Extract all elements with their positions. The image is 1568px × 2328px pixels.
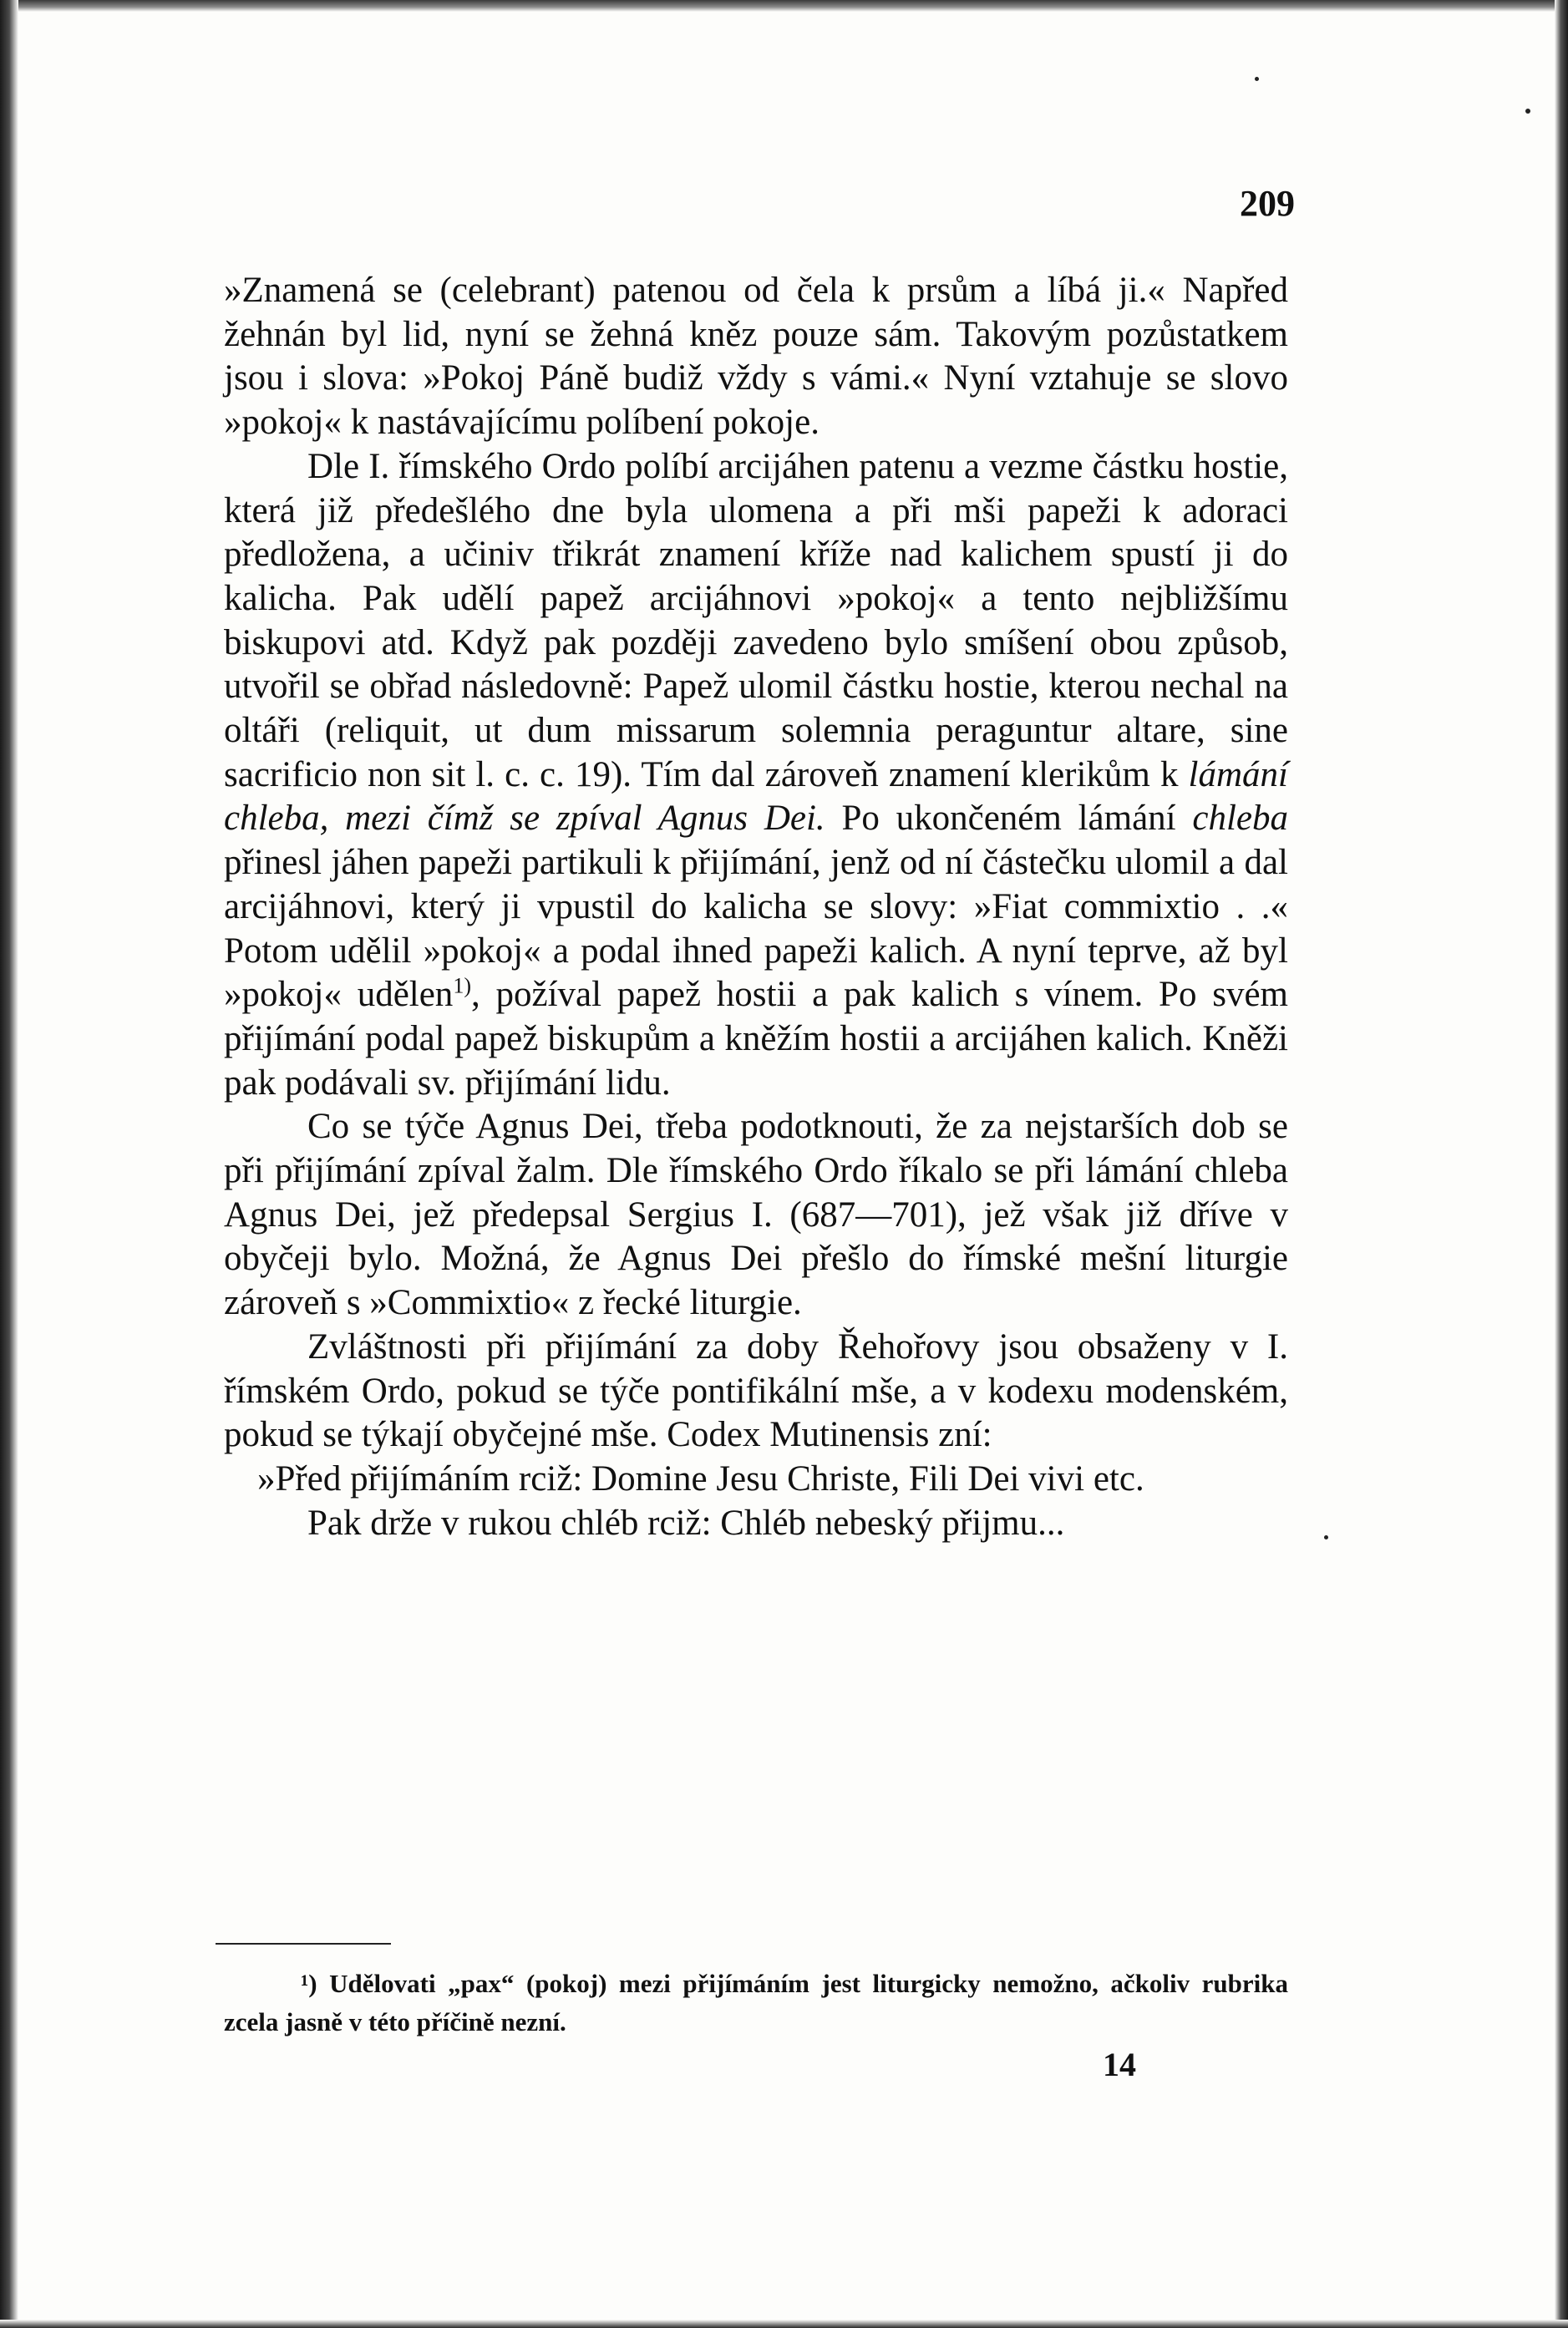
footnote (224, 1965, 1288, 2041)
paragraph-1: »Znamená se (celebrant) patenou od čela k prsům a líbá ji.« Napřed žehnán byl lid, nyní se žehná kněz pouze sám. Takovým pozůstatkem jsou i slova: »Pokoj Páně budiž vždy s vámi.« Nyní vztahuje se slovo »pokoj« k nastávajícímu políbení pokoje. (224, 271, 1288, 443)
italic-word: chleba (1192, 799, 1288, 839)
italic-phrase: lámání chleba, mezi čímž se zpíval Agnus Dei. (224, 754, 1288, 839)
scan-speck (1324, 1535, 1328, 1539)
paragraph-2-continued-b: přinesl jáhen papeži partikuli k přijímání, jenž od ní částečku ulomil a dal arcijáhnovi, který ji vpustil do kalicha se slovy: »Fiat commixtio . .« Potom udělil »pokoj« a podal ihned papeži kalich. A nyní teprve, až byl »pokoj« udělen (224, 843, 1288, 1015)
footnote-marker: ¹) (301, 1969, 317, 1998)
scan-speck (1525, 109, 1530, 114)
signature-mark: 14 (1103, 2046, 1136, 2083)
footnote-reference: 1) (453, 973, 471, 998)
footnote-separator (216, 1943, 391, 1945)
scan-edge-left (0, 0, 18, 2328)
scan-speck (1255, 77, 1259, 81)
footnote-text: Udělovati „pax“ (pokoj) mezi přijímáním jest liturgicky nemožno, ačkoliv rubrika zcela jasně v této příčině nezní. (224, 1969, 1288, 2036)
paragraph-2-continued-c: , požíval papež hostii a pak kalich s vínem. Po svém přijímání podal papež biskupům a kněžím hostii a arcijáhen kalich. Kněži pak podávali sv. přijímání lidu. (224, 975, 1288, 1103)
paragraph-5: »Před přijímáním rciž: Domine Jesu Christe, Fili Dei vivi etc. (257, 1458, 1144, 1499)
page-number: 209 (1240, 183, 1295, 224)
scan-edge-bottom (0, 2320, 1568, 2328)
paragraph-6: Pak drže v rukou chléb rciž: Chléb nebeský přijmu... (307, 1503, 1065, 1543)
paragraph-2-continued: Po ukončeném lámání (825, 799, 1193, 839)
paragraph-3: Co se týče Agnus Dei, třeba podotknouti, že za nejstarších dob se při přijímání zpíval žalm. Dle římského Ordo říkalo se při lámání chleba Agnus Dei, jež předepsal Sergius I. (687—701), jež však již dříve v obyčeji bylo. Možná, že Agnus Dei přešlo do římské mešní liturgie zároveň s »Commixtio« z řecké liturgie. (224, 1107, 1288, 1323)
scan-edge-right (1555, 0, 1568, 2328)
body-text (224, 269, 1288, 1545)
scan-edge-top (0, 0, 1568, 12)
paragraph-4: Zvláštnosti při přijímání za doby Řehořovy jsou obsaženy v I. římském Ordo, pokud se týče pontifikální mše, a v kodexu modenském, pokud se týkají obyčejné mše. Codex Mutinensis zní: (224, 1326, 1288, 1455)
paragraph-2 (224, 445, 1288, 1106)
paragraph-2-text: Dle I. římského Ordo políbí arcijáhen patenu a vezme částku hostie, která již předešlého dne byla ulomena a při mši papeži k adoraci předložena, a učiniv třikrát znamení kříže nad kalichem spustí ji do kalicha. Pak udělí papež arcijáhnovi »pokoj« a tento nejbližšímu biskupovi atd. Když pak později zavedeno bylo smíšení obou způsob, utvořil se obřad následovně: Papež ulomil částku hostie, kterou nechal na oltáři (reliquit, ut dum missarum solemnia peraguntur altare, sine sacrificio non sit l. c. c. 19). Tím dal zároveň znamení klerikům k (224, 446, 1288, 794)
